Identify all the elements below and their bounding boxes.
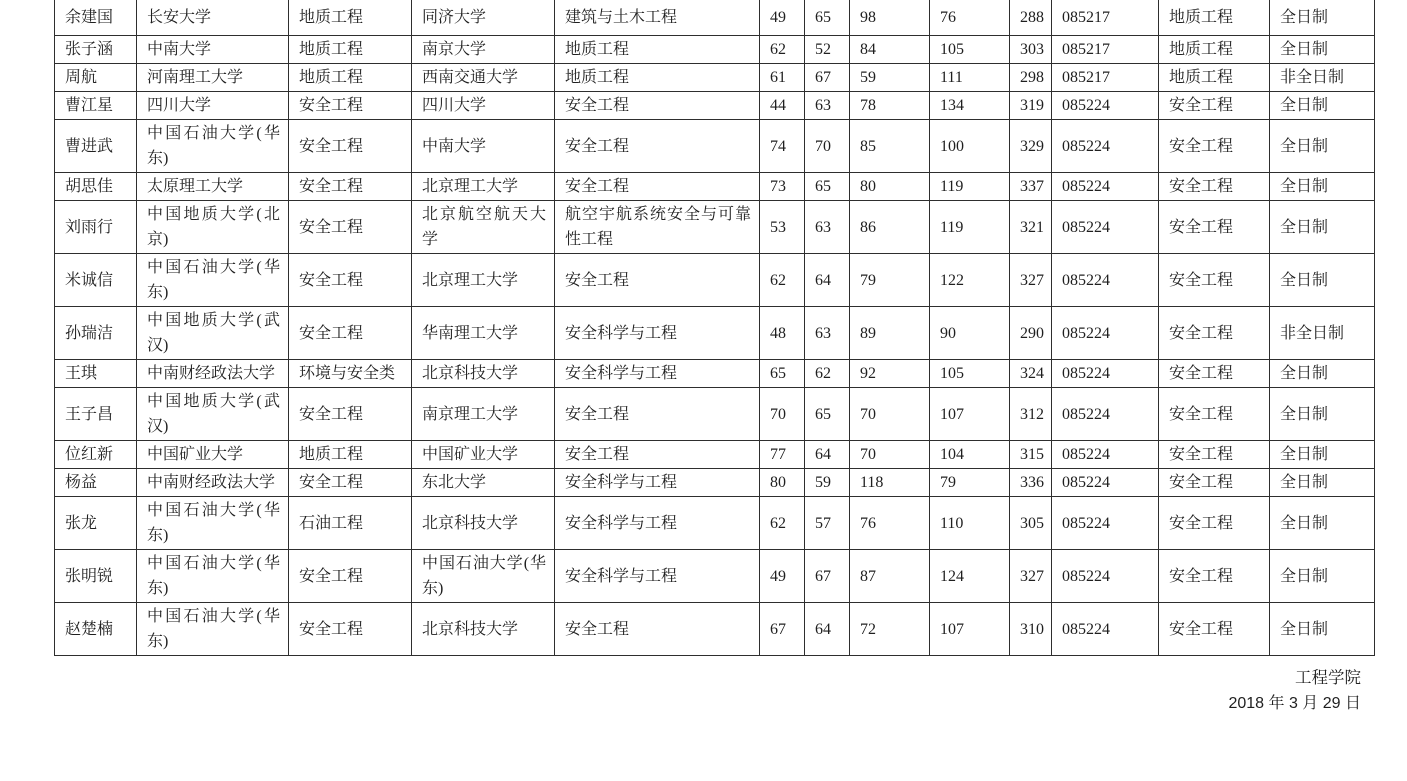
table-row (55, 120, 1375, 173)
cell-origin-major: 安全工程 (289, 201, 412, 254)
cell-score-1: 77 (760, 441, 805, 469)
cell-score-4: 107 (930, 388, 1010, 441)
table-row (55, 92, 1375, 120)
cell-study-mode: 全日制 (1270, 173, 1375, 201)
cell-origin-major: 地质工程 (289, 441, 412, 469)
cell-score-4: 111 (930, 64, 1010, 92)
admissions-table (54, 0, 1375, 656)
cell-major-code: 085224 (1052, 173, 1159, 201)
cell-origin-university: 中南大学 (137, 36, 289, 64)
cell-score-1: 44 (760, 92, 805, 120)
cell-target-university: 北京科技大学 (412, 360, 555, 388)
cell-major-code: 085224 (1052, 201, 1159, 254)
cell-score-2: 64 (805, 441, 850, 469)
cell-major-code: 085224 (1052, 307, 1159, 360)
cell-origin-university: 中南财经政法大学 (137, 469, 289, 497)
cell-score-2: 64 (805, 254, 850, 307)
cell-score-4: 124 (930, 550, 1010, 603)
cell-total-score: 312 (1010, 388, 1052, 441)
cell-total-score: 290 (1010, 307, 1052, 360)
cell-origin-major: 安全工程 (289, 254, 412, 307)
cell-score-3: 70 (850, 441, 930, 469)
cell-score-1: 70 (760, 388, 805, 441)
cell-score-2: 65 (805, 173, 850, 201)
table-row (55, 254, 1375, 307)
cell-target-university: 中南大学 (412, 120, 555, 173)
cell-study-mode: 全日制 (1270, 120, 1375, 173)
cell-target-university: 东北大学 (412, 469, 555, 497)
cell-student-name: 曹江星 (55, 92, 137, 120)
cell-score-4: 105 (930, 360, 1010, 388)
cell-study-mode: 非全日制 (1270, 64, 1375, 92)
cell-target-major: 安全工程 (555, 120, 760, 173)
cell-score-3: 89 (850, 307, 930, 360)
cell-target-university: 中国石油大学(华东) (412, 550, 555, 603)
cell-target-university: 南京理工大学 (412, 388, 555, 441)
cell-score-2: 63 (805, 92, 850, 120)
cell-student-name: 赵楚楠 (55, 603, 137, 656)
cell-major-code: 085224 (1052, 254, 1159, 307)
cell-score-1: 74 (760, 120, 805, 173)
cell-major-code: 085217 (1052, 0, 1159, 36)
cell-score-1: 65 (760, 360, 805, 388)
cell-score-2: 67 (805, 64, 850, 92)
cell-target-university: 中国矿业大学 (412, 441, 555, 469)
cell-origin-university: 中国矿业大学 (137, 441, 289, 469)
cell-admitted-major: 安全工程 (1159, 173, 1270, 201)
cell-admitted-major: 安全工程 (1159, 120, 1270, 173)
cell-score-1: 62 (760, 254, 805, 307)
cell-total-score: 327 (1010, 550, 1052, 603)
cell-target-university: 同济大学 (412, 0, 555, 36)
table-row (55, 307, 1375, 360)
cell-score-2: 63 (805, 201, 850, 254)
cell-target-major: 安全科学与工程 (555, 307, 760, 360)
cell-major-code: 085224 (1052, 497, 1159, 550)
table-row (55, 201, 1375, 254)
cell-admitted-major: 安全工程 (1159, 92, 1270, 120)
cell-target-university: 南京大学 (412, 36, 555, 64)
table-row (55, 441, 1375, 469)
cell-score-4: 100 (930, 120, 1010, 173)
cell-study-mode: 全日制 (1270, 0, 1375, 36)
cell-study-mode: 非全日制 (1270, 307, 1375, 360)
cell-major-code: 085224 (1052, 469, 1159, 497)
table-row (55, 469, 1375, 497)
cell-origin-university: 太原理工大学 (137, 173, 289, 201)
cell-student-name: 孙瑞洁 (55, 307, 137, 360)
cell-total-score: 336 (1010, 469, 1052, 497)
cell-target-major: 安全工程 (555, 173, 760, 201)
cell-study-mode: 全日制 (1270, 92, 1375, 120)
cell-origin-university: 长安大学 (137, 0, 289, 36)
cell-admitted-major: 安全工程 (1159, 307, 1270, 360)
cell-student-name: 杨益 (55, 469, 137, 497)
cell-score-3: 79 (850, 254, 930, 307)
cell-score-2: 64 (805, 603, 850, 656)
cell-study-mode: 全日制 (1270, 360, 1375, 388)
cell-score-2: 52 (805, 36, 850, 64)
cell-origin-university: 中国地质大学(武汉) (137, 307, 289, 360)
cell-target-university: 北京科技大学 (412, 497, 555, 550)
cell-origin-university: 中国地质大学(武汉) (137, 388, 289, 441)
cell-study-mode: 全日制 (1270, 36, 1375, 64)
cell-study-mode: 全日制 (1270, 603, 1375, 656)
cell-score-3: 92 (850, 360, 930, 388)
cell-score-3: 72 (850, 603, 930, 656)
cell-total-score: 337 (1010, 173, 1052, 201)
cell-origin-major: 安全工程 (289, 173, 412, 201)
cell-score-2: 62 (805, 360, 850, 388)
cell-score-2: 59 (805, 469, 850, 497)
cell-admitted-major: 安全工程 (1159, 497, 1270, 550)
cell-score-3: 78 (850, 92, 930, 120)
cell-score-1: 53 (760, 201, 805, 254)
cell-major-code: 085217 (1052, 64, 1159, 92)
cell-target-major: 安全科学与工程 (555, 497, 760, 550)
cell-admitted-major: 安全工程 (1159, 441, 1270, 469)
cell-total-score: 315 (1010, 441, 1052, 469)
cell-major-code: 085224 (1052, 120, 1159, 173)
cell-major-code: 085224 (1052, 603, 1159, 656)
cell-student-name: 刘雨行 (55, 201, 137, 254)
cell-major-code: 085224 (1052, 92, 1159, 120)
cell-score-3: 87 (850, 550, 930, 603)
cell-target-major: 安全科学与工程 (555, 550, 760, 603)
date-line: 2018 年 3 月 29 日 (1228, 695, 1361, 712)
table-row (55, 64, 1375, 92)
cell-student-name: 周航 (55, 64, 137, 92)
signature-line: 工程学院 (1295, 668, 1361, 687)
cell-score-1: 49 (760, 550, 805, 603)
cell-target-university: 北京科技大学 (412, 603, 555, 656)
cell-student-name: 曹进武 (55, 120, 137, 173)
cell-score-3: 84 (850, 36, 930, 64)
cell-total-score: 310 (1010, 603, 1052, 656)
cell-student-name: 胡思佳 (55, 173, 137, 201)
cell-origin-university: 中国石油大学(华东) (137, 497, 289, 550)
cell-total-score: 303 (1010, 36, 1052, 64)
cell-score-1: 80 (760, 469, 805, 497)
cell-score-1: 49 (760, 0, 805, 36)
cell-major-code: 085224 (1052, 360, 1159, 388)
cell-origin-major: 地质工程 (289, 0, 412, 36)
cell-origin-university: 中国石油大学(华东) (137, 603, 289, 656)
cell-score-4: 119 (930, 173, 1010, 201)
cell-study-mode: 全日制 (1270, 550, 1375, 603)
cell-major-code: 085217 (1052, 36, 1159, 64)
cell-score-2: 70 (805, 120, 850, 173)
cell-target-major: 地质工程 (555, 64, 760, 92)
cell-score-2: 65 (805, 388, 850, 441)
cell-score-3: 98 (850, 0, 930, 36)
cell-score-3: 86 (850, 201, 930, 254)
cell-admitted-major: 安全工程 (1159, 388, 1270, 441)
cell-total-score: 305 (1010, 497, 1052, 550)
cell-total-score: 288 (1010, 0, 1052, 36)
cell-target-university: 华南理工大学 (412, 307, 555, 360)
cell-origin-university: 中国石油大学(华东) (137, 120, 289, 173)
cell-target-major: 安全科学与工程 (555, 469, 760, 497)
cell-admitted-major: 安全工程 (1159, 550, 1270, 603)
cell-student-name: 王琪 (55, 360, 137, 388)
cell-score-1: 61 (760, 64, 805, 92)
cell-score-3: 76 (850, 497, 930, 550)
cell-admitted-major: 安全工程 (1159, 360, 1270, 388)
cell-score-4: 104 (930, 441, 1010, 469)
cell-student-name: 位红新 (55, 441, 137, 469)
cell-origin-major: 安全工程 (289, 550, 412, 603)
cell-admitted-major: 安全工程 (1159, 603, 1270, 656)
cell-admitted-major: 地质工程 (1159, 0, 1270, 36)
cell-origin-major: 安全工程 (289, 388, 412, 441)
cell-score-3: 80 (850, 173, 930, 201)
cell-target-major: 安全工程 (555, 603, 760, 656)
cell-target-university: 北京理工大学 (412, 173, 555, 201)
cell-origin-major: 安全工程 (289, 120, 412, 173)
cell-total-score: 329 (1010, 120, 1052, 173)
cell-origin-university: 中南财经政法大学 (137, 360, 289, 388)
table-row (55, 497, 1375, 550)
cell-target-major: 安全工程 (555, 92, 760, 120)
cell-score-3: 70 (850, 388, 930, 441)
cell-origin-major: 安全工程 (289, 603, 412, 656)
cell-student-name: 张明锐 (55, 550, 137, 603)
cell-origin-major: 石油工程 (289, 497, 412, 550)
cell-origin-major: 环境与安全类 (289, 360, 412, 388)
cell-score-4: 119 (930, 201, 1010, 254)
cell-score-2: 67 (805, 550, 850, 603)
cell-score-1: 73 (760, 173, 805, 201)
cell-admitted-major: 安全工程 (1159, 254, 1270, 307)
cell-score-4: 105 (930, 36, 1010, 64)
cell-score-4: 122 (930, 254, 1010, 307)
cell-student-name: 张子涵 (55, 36, 137, 64)
cell-score-4: 107 (930, 603, 1010, 656)
table-row (55, 360, 1375, 388)
cell-score-1: 67 (760, 603, 805, 656)
cell-target-major: 地质工程 (555, 36, 760, 64)
cell-score-2: 65 (805, 0, 850, 36)
table-row (55, 0, 1375, 36)
cell-score-2: 57 (805, 497, 850, 550)
cell-student-name: 王子昌 (55, 388, 137, 441)
table-row (55, 36, 1375, 64)
page-footer (54, 665, 1374, 717)
cell-origin-major: 安全工程 (289, 92, 412, 120)
cell-score-2: 63 (805, 307, 850, 360)
cell-target-major: 安全工程 (555, 388, 760, 441)
cell-origin-major: 安全工程 (289, 469, 412, 497)
cell-target-major: 建筑与土木工程 (555, 0, 760, 36)
cell-origin-university: 中国石油大学(华东) (137, 550, 289, 603)
cell-score-1: 48 (760, 307, 805, 360)
cell-study-mode: 全日制 (1270, 254, 1375, 307)
cell-score-1: 62 (760, 36, 805, 64)
cell-student-name: 余建国 (55, 0, 137, 36)
table-body (55, 0, 1375, 656)
cell-study-mode: 全日制 (1270, 201, 1375, 254)
cell-target-major: 安全科学与工程 (555, 360, 760, 388)
cell-target-university: 四川大学 (412, 92, 555, 120)
cell-student-name: 米诚信 (55, 254, 137, 307)
table-row (55, 173, 1375, 201)
cell-major-code: 085224 (1052, 388, 1159, 441)
cell-origin-university: 中国石油大学(华东) (137, 254, 289, 307)
table-row (55, 550, 1375, 603)
cell-study-mode: 全日制 (1270, 441, 1375, 469)
cell-score-4: 79 (930, 469, 1010, 497)
cell-origin-major: 地质工程 (289, 64, 412, 92)
cell-score-1: 62 (760, 497, 805, 550)
cell-score-4: 76 (930, 0, 1010, 36)
cell-admitted-major: 地质工程 (1159, 36, 1270, 64)
cell-origin-major: 安全工程 (289, 307, 412, 360)
cell-study-mode: 全日制 (1270, 388, 1375, 441)
cell-total-score: 327 (1010, 254, 1052, 307)
cell-score-3: 59 (850, 64, 930, 92)
cell-student-name: 张龙 (55, 497, 137, 550)
cell-target-university: 北京理工大学 (412, 254, 555, 307)
cell-score-4: 134 (930, 92, 1010, 120)
cell-score-3: 85 (850, 120, 930, 173)
cell-score-4: 110 (930, 497, 1010, 550)
cell-target-major: 安全工程 (555, 254, 760, 307)
cell-study-mode: 全日制 (1270, 469, 1375, 497)
cell-target-university: 北京航空航天大学 (412, 201, 555, 254)
cell-admitted-major: 安全工程 (1159, 469, 1270, 497)
cell-total-score: 298 (1010, 64, 1052, 92)
cell-total-score: 321 (1010, 201, 1052, 254)
cell-target-major: 航空宇航系统安全与可靠性工程 (555, 201, 760, 254)
cell-total-score: 324 (1010, 360, 1052, 388)
cell-origin-major: 地质工程 (289, 36, 412, 64)
cell-origin-university: 河南理工大学 (137, 64, 289, 92)
table-row (55, 603, 1375, 656)
cell-target-major: 安全工程 (555, 441, 760, 469)
cell-major-code: 085224 (1052, 550, 1159, 603)
cell-score-4: 90 (930, 307, 1010, 360)
table-row (55, 388, 1375, 441)
cell-target-university: 西南交通大学 (412, 64, 555, 92)
cell-admitted-major: 地质工程 (1159, 64, 1270, 92)
cell-total-score: 319 (1010, 92, 1052, 120)
cell-study-mode: 全日制 (1270, 497, 1375, 550)
cell-origin-university: 中国地质大学(北京) (137, 201, 289, 254)
cell-score-3: 118 (850, 469, 930, 497)
cell-origin-university: 四川大学 (137, 92, 289, 120)
cell-admitted-major: 安全工程 (1159, 201, 1270, 254)
cell-major-code: 085224 (1052, 441, 1159, 469)
